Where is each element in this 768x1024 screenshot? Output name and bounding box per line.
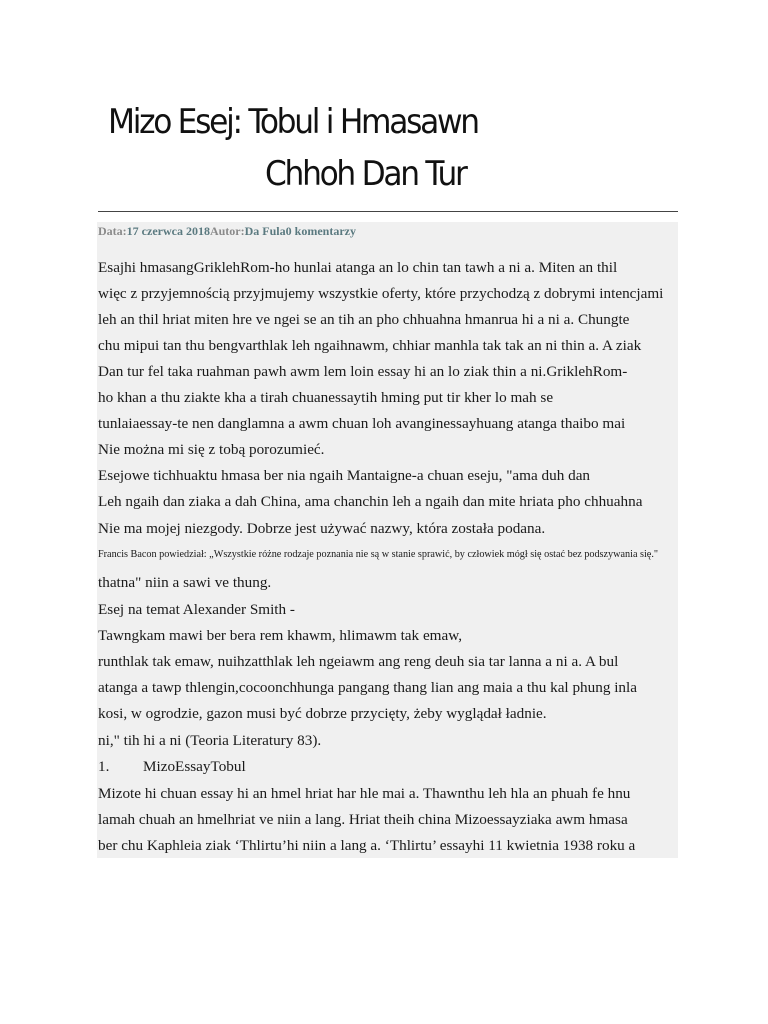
article-meta <box>98 224 356 239</box>
body-line: chu mipui tan thu bengvarthlak leh ngaihnawm, chhiar manhla tak tak an ni thin a. A ziak <box>98 337 642 354</box>
date-label: Data: <box>98 224 127 238</box>
body-line: ni," tih hi a ni (Teoria Literatury 83). <box>98 732 322 749</box>
bacon-quote: Francis Bacon powiedział: „Wszystkie różne rodzaje poznania nie są w stanie sprawić, by człowiek mógł się ostać bez podszywania się." <box>98 549 659 560</box>
body-line: Esajhi hmasangGriklehRom-ho hunlai atanga an lo chin tan tawh a ni a. Miten an thil <box>98 259 618 276</box>
title-divider <box>98 211 678 212</box>
list-item <box>98 758 246 776</box>
body-line: Leh ngaih dan ziaka a dah China, ama chanchin leh a ngaih dan mite hriata pho chhuahna <box>98 493 643 510</box>
author-link[interactable]: Da Fula <box>244 224 286 238</box>
post-date[interactable]: 17 czerwca 2018 <box>126 224 210 238</box>
body-line: Tawngkam mawi ber bera rem khawm, hlimawm tak emaw, <box>98 627 463 644</box>
list-item-text: MizoEssayTobul <box>143 758 246 775</box>
body-line: atanga a tawp thlengin,cocoonchhunga pangang thang lian ang maia a thu kal phung inla <box>98 679 637 696</box>
list-number: 1. <box>98 758 110 775</box>
body-line: Nie ma mojej niezgody. Dobrze jest używać nazwy, która została podana. <box>98 520 546 537</box>
body-line: tunlaiaessay-te nen danglamna a awm chuan loh avanginessayhuang atanga thaibo mai <box>98 415 626 432</box>
title-line-2: Chhoh Dan Tur <box>265 154 466 194</box>
body-line: Esejowe tichhuaktu hmasa ber nia ngaih Mantaigne-a chuan eseju, "ama duh dan <box>98 467 591 484</box>
body-line: ho khan a thu ziakte kha a tirah chuanessaytih hming put tir kher lo mah se <box>98 389 554 406</box>
body-line: thatna" niin a sawi ve thung. <box>98 574 272 591</box>
title-line-1: Mizo Esej: Tobul i Hmasawn <box>108 102 478 142</box>
body-line: Nie można mi się z tobą porozumieć. <box>98 441 325 458</box>
body-line: kosi, w ogrodzie, gazon musi być dobrze przycięty, żeby wyglądał ładnie. <box>98 705 547 722</box>
body-line: Esej na temat Alexander Smith - <box>98 601 295 618</box>
body-line: leh an thil hriat miten hre ve ngei se an tih an pho chhuahna hmanrua hi a ni a. Chungte <box>98 311 630 328</box>
body-line: Dan tur fel taka ruahman pawh awm lem loin essay hi an lo ziak thin a ni.GriklehRom- <box>98 363 628 380</box>
body-line: ber chu Kaphleia ziak ‘Thlirtu’hi niin a lang a. ‘Thlirtu’ essayhi 11 kwietnia 1938 roku a <box>98 837 636 854</box>
author-label: Autor: <box>209 224 245 238</box>
body-line: lamah chuah an hmelhriat ve niin a lang. Hriat theih china Mizoessayziaka awm hmasa <box>98 811 628 828</box>
body-line: więc z przyjemnością przyjmujemy wszystkie oferty, które przychodzą z dobrymi intencjami <box>98 285 664 302</box>
body-line: Mizote hi chuan essay hi an hmel hriat har hle mai a. Thawnthu leh hla an phuah fe hnu <box>98 785 631 802</box>
body-line: runthlak tak emaw, nuihzatthlak leh ngeiawm ang reng deuh sia tar lanna a ni a. A bul <box>98 653 619 670</box>
comments-link[interactable]: 0 komentarzy <box>285 224 356 238</box>
